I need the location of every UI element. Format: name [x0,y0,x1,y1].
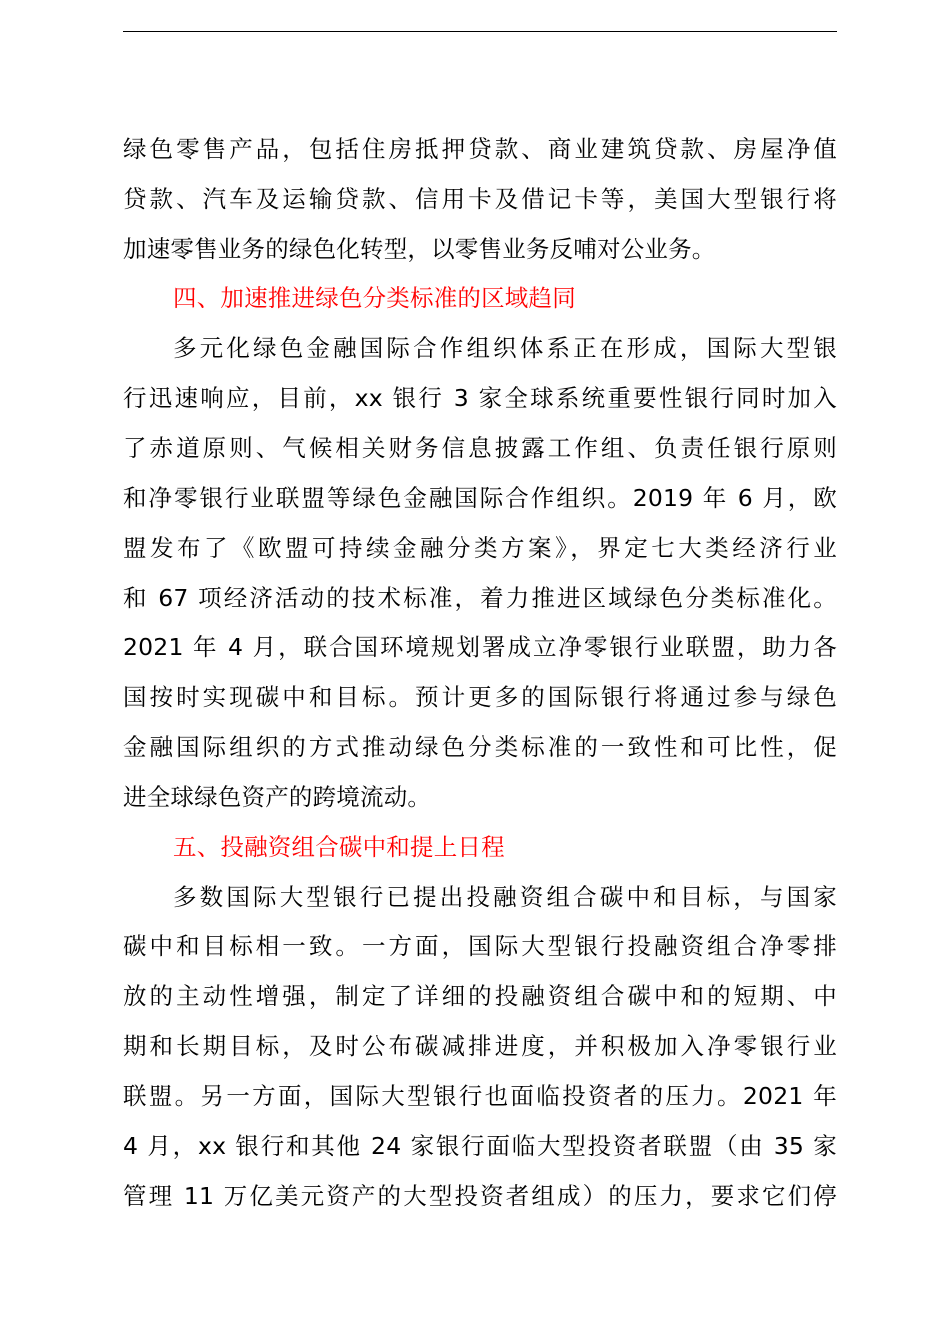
paragraph-line: 多数国际大型银行已提出投融资组合碳中和目标，与国家 [173,883,837,911]
paragraph-line: 4 月，xx 银行和其他 24 家银行面临大型投资者联盟（由 35 家 [123,1132,837,1160]
paragraph-line: 贷款、汽车及运输贷款、信用卡及借记卡等，美国大型银行将 [123,185,837,213]
paragraph-line: 2021 年 4 月，联合国环境规划署成立净零银行业联盟，助力各 [123,633,837,661]
paragraph-line: 盟发布了《欧盟可持续金融分类方案》，界定七大类经济行业 [123,534,837,562]
paragraph-line: 绿色零售产品，包括住房抵押贷款、商业建筑贷款、房屋净值 [123,135,837,163]
paragraph-line: 加速零售业务的绿色化转型，以零售业务反哺对公业务。 [123,235,716,263]
paragraph-line: 放的主动性增强，制定了详细的投融资组合碳中和的短期、中 [123,982,837,1010]
paragraph-line: 和净零银行业联盟等绿色金融国际合作组织。2019 年 6 月，欧 [123,484,837,512]
paragraph-line: 碳中和目标相一致。一方面，国际大型银行投融资组合净零排 [123,932,837,960]
paragraph-line: 管理 11 万亿美元资产的大型投资者组成）的压力，要求它们停 [123,1182,837,1210]
paragraph-line: 进全球绿色资产的跨境流动。 [123,783,432,811]
section-heading: 四、加速推进绿色分类标准的区域趋同 [173,284,576,312]
paragraph-line: 期和长期目标，及时公布碳减排进度，并积极加入净零银行业 [123,1032,837,1060]
paragraph-line: 行迅速响应，目前，xx 银行 3 家全球系统重要性银行同时加入 [123,384,837,412]
header-rule [123,31,837,32]
paragraph-line: 联盟。另一方面，国际大型银行也面临投资者的压力。2021 年 [123,1082,837,1110]
paragraph-line: 国按时实现碳中和目标。预计更多的国际银行将通过参与绿色 [123,683,837,711]
paragraph-line: 了赤道原则、气候相关财务信息披露工作组、负责任银行原则 [123,434,837,462]
section-heading: 五、投融资组合碳中和提上日程 [173,833,505,861]
paragraph-line: 金融国际组织的方式推动绿色分类标准的一致性和可比性，促 [123,733,837,761]
paragraph-line: 多元化绿色金融国际合作组织体系正在形成，国际大型银 [173,334,837,362]
paragraph-line: 和 67 项经济活动的技术标准，着力推进区域绿色分类标准化。 [123,584,837,612]
